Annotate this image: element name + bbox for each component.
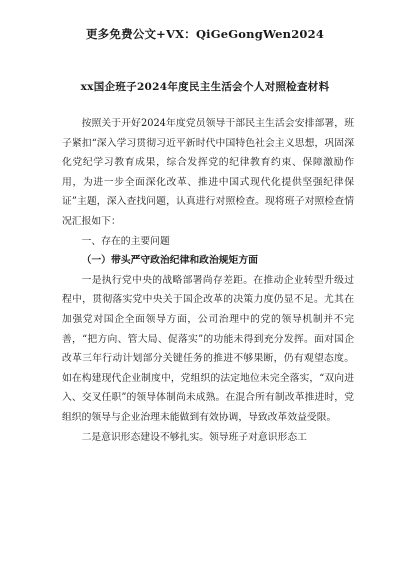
document-title: xx国企班子2024年度民主生活会个人对照检查材料 bbox=[80, 81, 330, 93]
subsection-heading: （一）带头严守政治纪律和政治规矩方面 bbox=[81, 255, 258, 267]
document-body bbox=[62, 114, 354, 447]
intro-paragraph: 按照关于开好2024年度党员领导干部民主生活会安排部署，班子紧扣“深入学习贯彻习近平新时代中国特色社会主义思想，巩固深化党纪学习教育成果，综合发挥党的纪律教育约束、保障激励作用，为进一步全面深化改革、推进中国式现代化提供坚强纪律保证”主题，深入查找问题，认真进行对照检查。现将班子对照检查情况汇报如下： bbox=[62, 118, 354, 227]
issue-paragraph-1: 一是执行党中央的战略部署尚存差距。在推动企业转型升级过程中，贯彻落实党中央关于国企改革的决策力度仍显不足。尤其在加强党对国企全面领导方面，公司治理中的党的领导机制并不完善，“把方向、管大局、促落实”的功能未得到充分发挥。面对国企改革三年行动计划部分关键任务的推进不够果断，仍有观望态度。如在构建现代企业制度中，党组织的法定地位未完全落实，“双向进入、交叉任职”的领导体制尚未成熟。在混合所有制改革推进时，党组织的领导与企业治理未能做到有效协调，导致改革效益受限。 bbox=[62, 274, 354, 423]
promo-header: 更多免费公文+VX：QiGeGongWen2024 bbox=[85, 27, 325, 41]
section-heading: 一、存在的主要问题 bbox=[81, 235, 170, 247]
issue-paragraph-2: 二是意识形态建设不够扎实。领导班子对意识形态工 bbox=[81, 431, 307, 443]
